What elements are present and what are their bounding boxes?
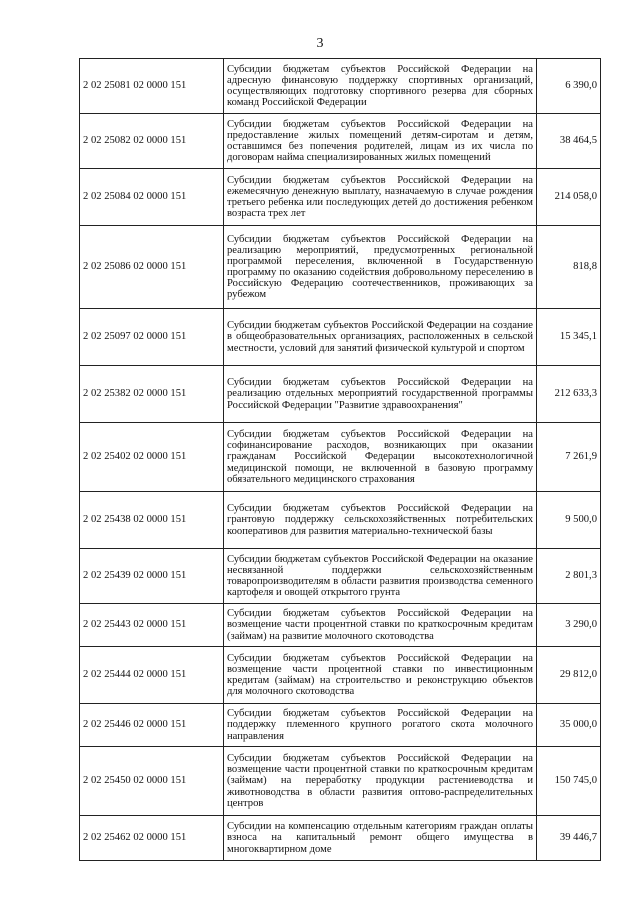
table-row <box>80 549 601 604</box>
amount-cell: 39 446,7 <box>537 816 601 861</box>
amount-cell: 35 000,0 <box>537 704 601 747</box>
budget-code-cell: 2 02 25402 02 0000 151 <box>80 423 224 492</box>
amount-cell: 9 500,0 <box>537 492 601 549</box>
budget-code-cell: 2 02 25082 02 0000 151 <box>80 114 224 169</box>
budget-table <box>79 58 601 861</box>
table-row <box>80 747 601 816</box>
description-cell: Субсидии бюджетам субъектов Российской Федерации на оказание несвязанной поддержки сельскохозяйственным товаропроизводителям в области развития производства семенного картофеля и овощей открытого грунта <box>224 549 537 604</box>
budget-code-cell: 2 02 25439 02 0000 151 <box>80 549 224 604</box>
amount-cell: 212 633,3 <box>537 366 601 423</box>
budget-code-cell: 2 02 25382 02 0000 151 <box>80 366 224 423</box>
table-row <box>80 59 601 114</box>
table-row <box>80 309 601 366</box>
amount-cell: 150 745,0 <box>537 747 601 816</box>
amount-cell: 29 812,0 <box>537 647 601 704</box>
table-row <box>80 704 601 747</box>
table-row <box>80 647 601 704</box>
budget-code-cell: 2 02 25443 02 0000 151 <box>80 604 224 647</box>
budget-code-cell: 2 02 25086 02 0000 151 <box>80 226 224 309</box>
budget-code-cell: 2 02 25462 02 0000 151 <box>80 816 224 861</box>
description-cell: Субсидии бюджетам субъектов Российской Федерации на возмещение части процентной ставки по краткосрочным кредитам (займам) на развитие молочного скотоводства <box>224 604 537 647</box>
description-cell: Субсидии бюджетам субъектов Российской Федерации на поддержку племенного крупного рогатого скота молочного направления <box>224 704 537 747</box>
budget-code-cell: 2 02 25097 02 0000 151 <box>80 309 224 366</box>
description-cell: Субсидии бюджетам субъектов Российской Федерации на создание в общеобразовательных организациях, расположенных в сельской местности, условий для занятий физической культурой и спортом <box>224 309 537 366</box>
table-row <box>80 423 601 492</box>
page-number: 3 <box>316 36 324 51</box>
budget-code-cell: 2 02 25438 02 0000 151 <box>80 492 224 549</box>
amount-cell: 3 290,0 <box>537 604 601 647</box>
amount-cell: 818,8 <box>537 226 601 309</box>
budget-code-cell: 2 02 25084 02 0000 151 <box>80 169 224 226</box>
table-row <box>80 816 601 861</box>
amount-cell: 15 345,1 <box>537 309 601 366</box>
description-cell: Субсидии бюджетам субъектов Российской Федерации на адресную финансовую поддержку спортивных организаций, осуществляющих подготовку спортивного резерва для сборных команд Российской Федерации <box>224 59 537 114</box>
description-cell: Субсидии бюджетам субъектов Российской Федерации на возмещение части процентной ставки по инвестиционным кредитам (займам) на строительство и реконструкцию объектов для молочного скотоводства <box>224 647 537 704</box>
description-cell: Субсидии на компенсацию отдельным категориям граждан оплаты взноса на капитальный ремонт общего имущества в многоквартирном доме <box>224 816 537 861</box>
amount-cell: 214 058,0 <box>537 169 601 226</box>
description-cell: Субсидии бюджетам субъектов Российской Федерации на реализацию мероприятий, предусмотренных региональной программой переселения, включенной в Государственную программу по оказанию содействия добровольному переселению в Российскую Федерацию соотечественников, проживающих за рубежом <box>224 226 537 309</box>
amount-cell: 6 390,0 <box>537 59 601 114</box>
description-cell: Субсидии бюджетам субъектов Российской Федерации на грантовую поддержку сельскохозяйственных потребительских кооперативов для развития материально-технической базы <box>224 492 537 549</box>
budget-table-body <box>80 59 601 861</box>
description-cell: Субсидии бюджетам субъектов Российской Федерации на ежемесячную денежную выплату, назначаемую в случае рождения третьего ребенка или последующих детей до достижения ребенком возраста трех лет <box>224 169 537 226</box>
budget-code-cell: 2 02 25081 02 0000 151 <box>80 59 224 114</box>
description-cell: Субсидии бюджетам субъектов Российской Федерации на предоставление жилых помещений детям-сиротам и детям, оставшимся без попечения родителей, лицам из их числа по договорам найма специализированных жилых помещений <box>224 114 537 169</box>
table-row <box>80 114 601 169</box>
table-row <box>80 226 601 309</box>
description-cell: Субсидии бюджетам субъектов Российской Федерации на реализацию отдельных мероприятий государственной программы Российской Федерации "Развитие здравоохранения" <box>224 366 537 423</box>
table-row <box>80 604 601 647</box>
amount-cell: 2 801,3 <box>537 549 601 604</box>
table-row <box>80 169 601 226</box>
table-row <box>80 366 601 423</box>
amount-cell: 7 261,9 <box>537 423 601 492</box>
description-cell: Субсидии бюджетам субъектов Российской Федерации на софинансирование расходов, возникающих при оказании гражданам Российской Федерации высокотехнологичной медицинской помощи, не включенной в базовую программу обязательного медицинского страхования <box>224 423 537 492</box>
budget-code-cell: 2 02 25446 02 0000 151 <box>80 704 224 747</box>
amount-cell: 38 464,5 <box>537 114 601 169</box>
budget-code-cell: 2 02 25444 02 0000 151 <box>80 647 224 704</box>
description-cell: Субсидии бюджетам субъектов Российской Федерации на возмещение части процентной ставки по краткосрочным кредитам (займам) на переработку продукции растениеводства и животноводства в области развития оптово-распределительных центров <box>224 747 537 816</box>
table-row <box>80 492 601 549</box>
budget-code-cell: 2 02 25450 02 0000 151 <box>80 747 224 816</box>
